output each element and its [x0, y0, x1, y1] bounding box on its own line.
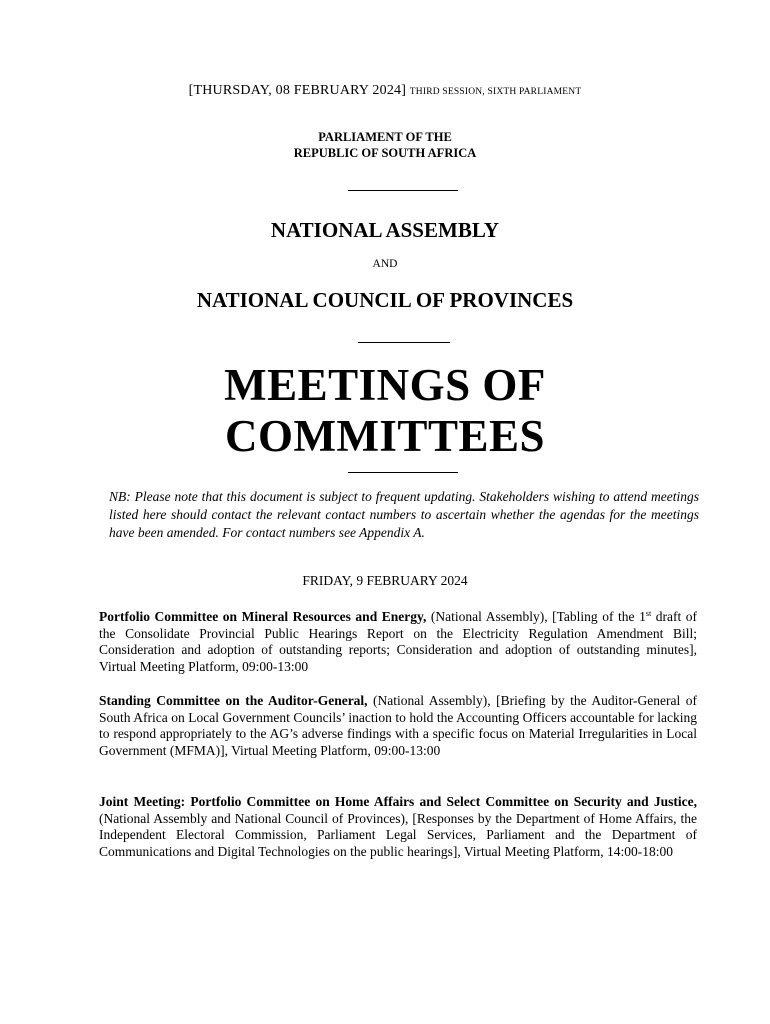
heading-ncop: NATIONAL COUNCIL OF PROVINCES — [196, 288, 574, 312]
update-notice: NB: Please note that this document is subject to frequent updating. Stakeholders wishing to attend meetings listed here should contact the relevant contact numbers to ascertain whether the agendas for the meetings have been amended. For contact numbers see Appendix A. — [109, 489, 699, 540]
ordinal-suffix: st — [645, 609, 652, 618]
document-header — [0, 83, 770, 99]
heading-national-assembly: NATIONAL ASSEMBLY — [270, 218, 500, 242]
parliament-line-2: REPUBLIC OF SOUTH AFRICA — [293, 146, 477, 160]
title-line-1: MEETINGS OF — [224, 360, 546, 410]
parliament-name — [0, 129, 770, 161]
meeting-details: (National Assembly and National Council of Provinces), [Responses by the Department of Home Affairs, the Independent Electoral Commission, Parliament Legal Services, Parliament and the Department of Communications and Digital Technologies on the public hearings], Virtual Meeting Platform, 14:00-18:00 — [99, 810, 697, 859]
parliament-line-1: PARLIAMENT OF THE — [318, 130, 452, 144]
header-date: [THURSDAY, 08 FEBRUARY 2024] — [188, 83, 407, 98]
meeting-details: (National Assembly), [Briefing by the Auditor-General of South Africa on Local Government Councils’ inaction to hold the Accounting Officers accountable for lacking to respond appropriately to the AG’s adverse findings with a specific focus on Material Irregularities in Local Government (MFMA)], Virtual Meeting Platform, 09:00-13:00 — [99, 693, 697, 758]
committee-name: Joint Meeting: Portfolio Committee on Home Affairs and Select Committee on Security and Justice, — [99, 794, 697, 809]
meeting-date: FRIDAY, 9 FEBRUARY 2024 — [302, 573, 468, 588]
heading-and: AND — [372, 258, 398, 270]
meeting-details: (National Assembly), [Tabling of the 1 — [426, 609, 646, 624]
document-title — [0, 360, 770, 462]
committee-name: Portfolio Committee on Mineral Resources and Energy, — [99, 609, 427, 624]
divider — [358, 342, 450, 343]
header-session: THIRD SESSION, SIXTH PARLIAMENT — [409, 87, 582, 97]
divider — [348, 472, 458, 473]
title-line-2: COMMITTEES — [224, 411, 546, 461]
meeting-entry — [99, 794, 697, 860]
meeting-entry — [99, 693, 697, 759]
meeting-entry — [99, 609, 697, 675]
divider — [348, 190, 458, 191]
meeting-details-continued: draft of the Consolidate Provincial Public Hearings Report on the Electricity Regulation Amendment Bill; Consideration and adoption of outstanding reports; Consideration and adoption of outstanding minutes], Virtual Meeting Platform, 09:00-13:00 — [99, 609, 698, 674]
committee-name: Standing Committee on the Auditor-General, — [99, 693, 368, 708]
